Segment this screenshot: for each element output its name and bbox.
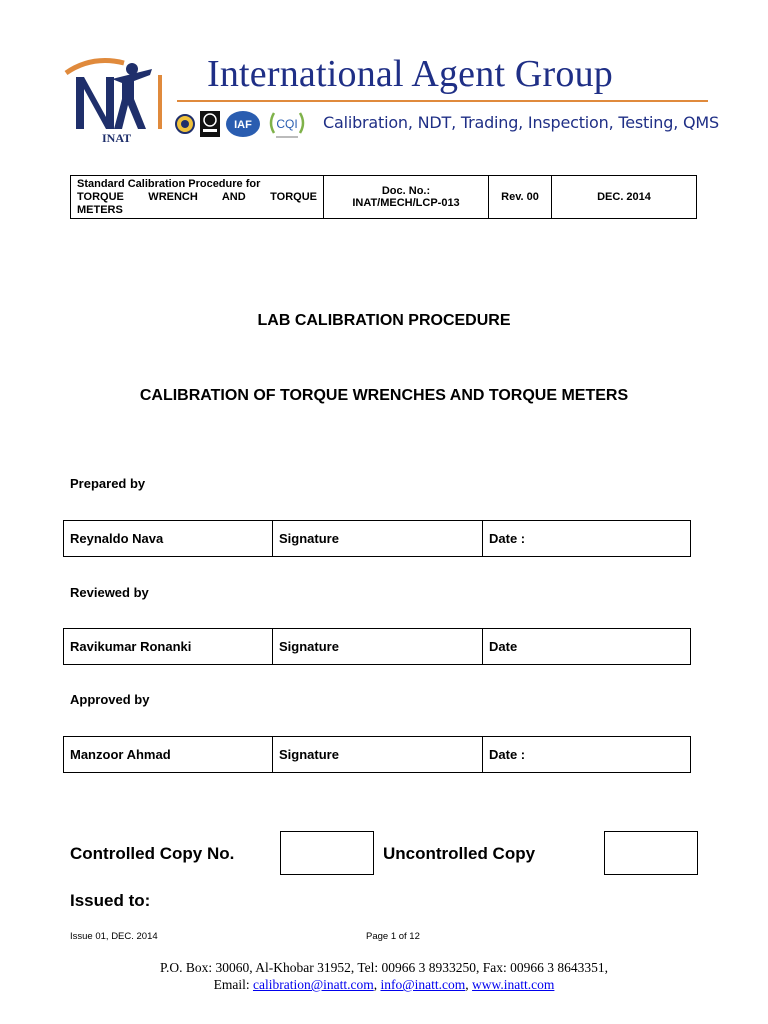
approved-by-label: Approved by [70,692,150,707]
prepared-by-table [63,520,691,557]
doc-title-line2: TORQUE WRENCH AND TORQUE [77,190,317,203]
header-rule [177,100,708,102]
prepared-date: Date : [483,521,691,557]
issue-info: Issue 01, DEC. 2014 [70,931,158,942]
document-info-table [70,175,697,219]
doc-number-label: Doc. No.: [381,185,431,197]
page-number: Page 1 of 12 [366,931,420,942]
approved-signature: Signature [273,737,483,773]
controlled-copy-label: Controlled Copy No. [70,844,235,863]
approved-date: Date : [483,737,691,773]
cqi-badge-icon [266,109,308,139]
reviewed-signature: Signature [273,629,483,665]
reviewed-date: Date [483,629,691,665]
email-calibration-link[interactable]: calibration@inatt.com [252,977,374,992]
iaf-badge-icon [225,109,261,139]
footer-address: P.O. Box: 30060, Al-Khobar 31952, Tel: 00966 3 8933250, Fax: 00966 3 8643351, [159,960,609,975]
revision-cell: Rev. 00 [489,176,552,219]
svg-text:CQI: CQI [276,117,298,131]
accreditation-badge-icon [174,109,196,139]
website-link[interactable]: www.inatt.com [472,977,555,992]
date-cell: DEC. 2014 [552,176,697,219]
approved-by-table [63,736,691,773]
doc-number-value: INAT/MECH/LCP-013 [352,197,460,209]
uncontrolled-copy-label: Uncontrolled Copy [383,844,536,863]
email-info-link[interactable]: info@inatt.com [380,977,466,992]
reviewed-by-label: Reviewed by [70,585,149,600]
svg-text:IAF: IAF [234,119,252,131]
reviewed-by-table [63,628,691,665]
procedure-title: LAB CALIBRATION PROCEDURE [257,312,511,329]
procedure-subject: CALIBRATION OF TORQUE WRENCHES AND TORQUE METERS [139,387,629,404]
doc-title-line3: METERS [77,203,123,216]
separator-1: , [373,977,378,992]
issued-to-label: Issued to: [70,891,151,910]
doc-number-cell [324,176,489,219]
separator-2: , [465,977,469,992]
company-name: International Agent Group [207,53,614,95]
reviewed-name: Ravikumar Ronanki [64,629,273,665]
email-label: Email: [213,977,250,992]
approved-name: Manzoor Ahmad [64,737,273,773]
doc-title-line1: Standard Calibration Procedure for [77,177,261,190]
services-tagline: Calibration, NDT, Trading, Inspection, Testing, QMS [323,113,719,132]
doc-title-cell [71,176,324,219]
logo-text: INAT [102,131,132,145]
controlled-copy-box [280,831,374,875]
footer-contact [0,977,768,993]
prepared-by-label: Prepared by [70,476,146,491]
uncontrolled-copy-box [604,831,698,875]
prepared-signature: Signature [273,521,483,557]
prepared-name: Reynaldo Nava [64,521,273,557]
ukas-badge-icon [199,109,221,139]
